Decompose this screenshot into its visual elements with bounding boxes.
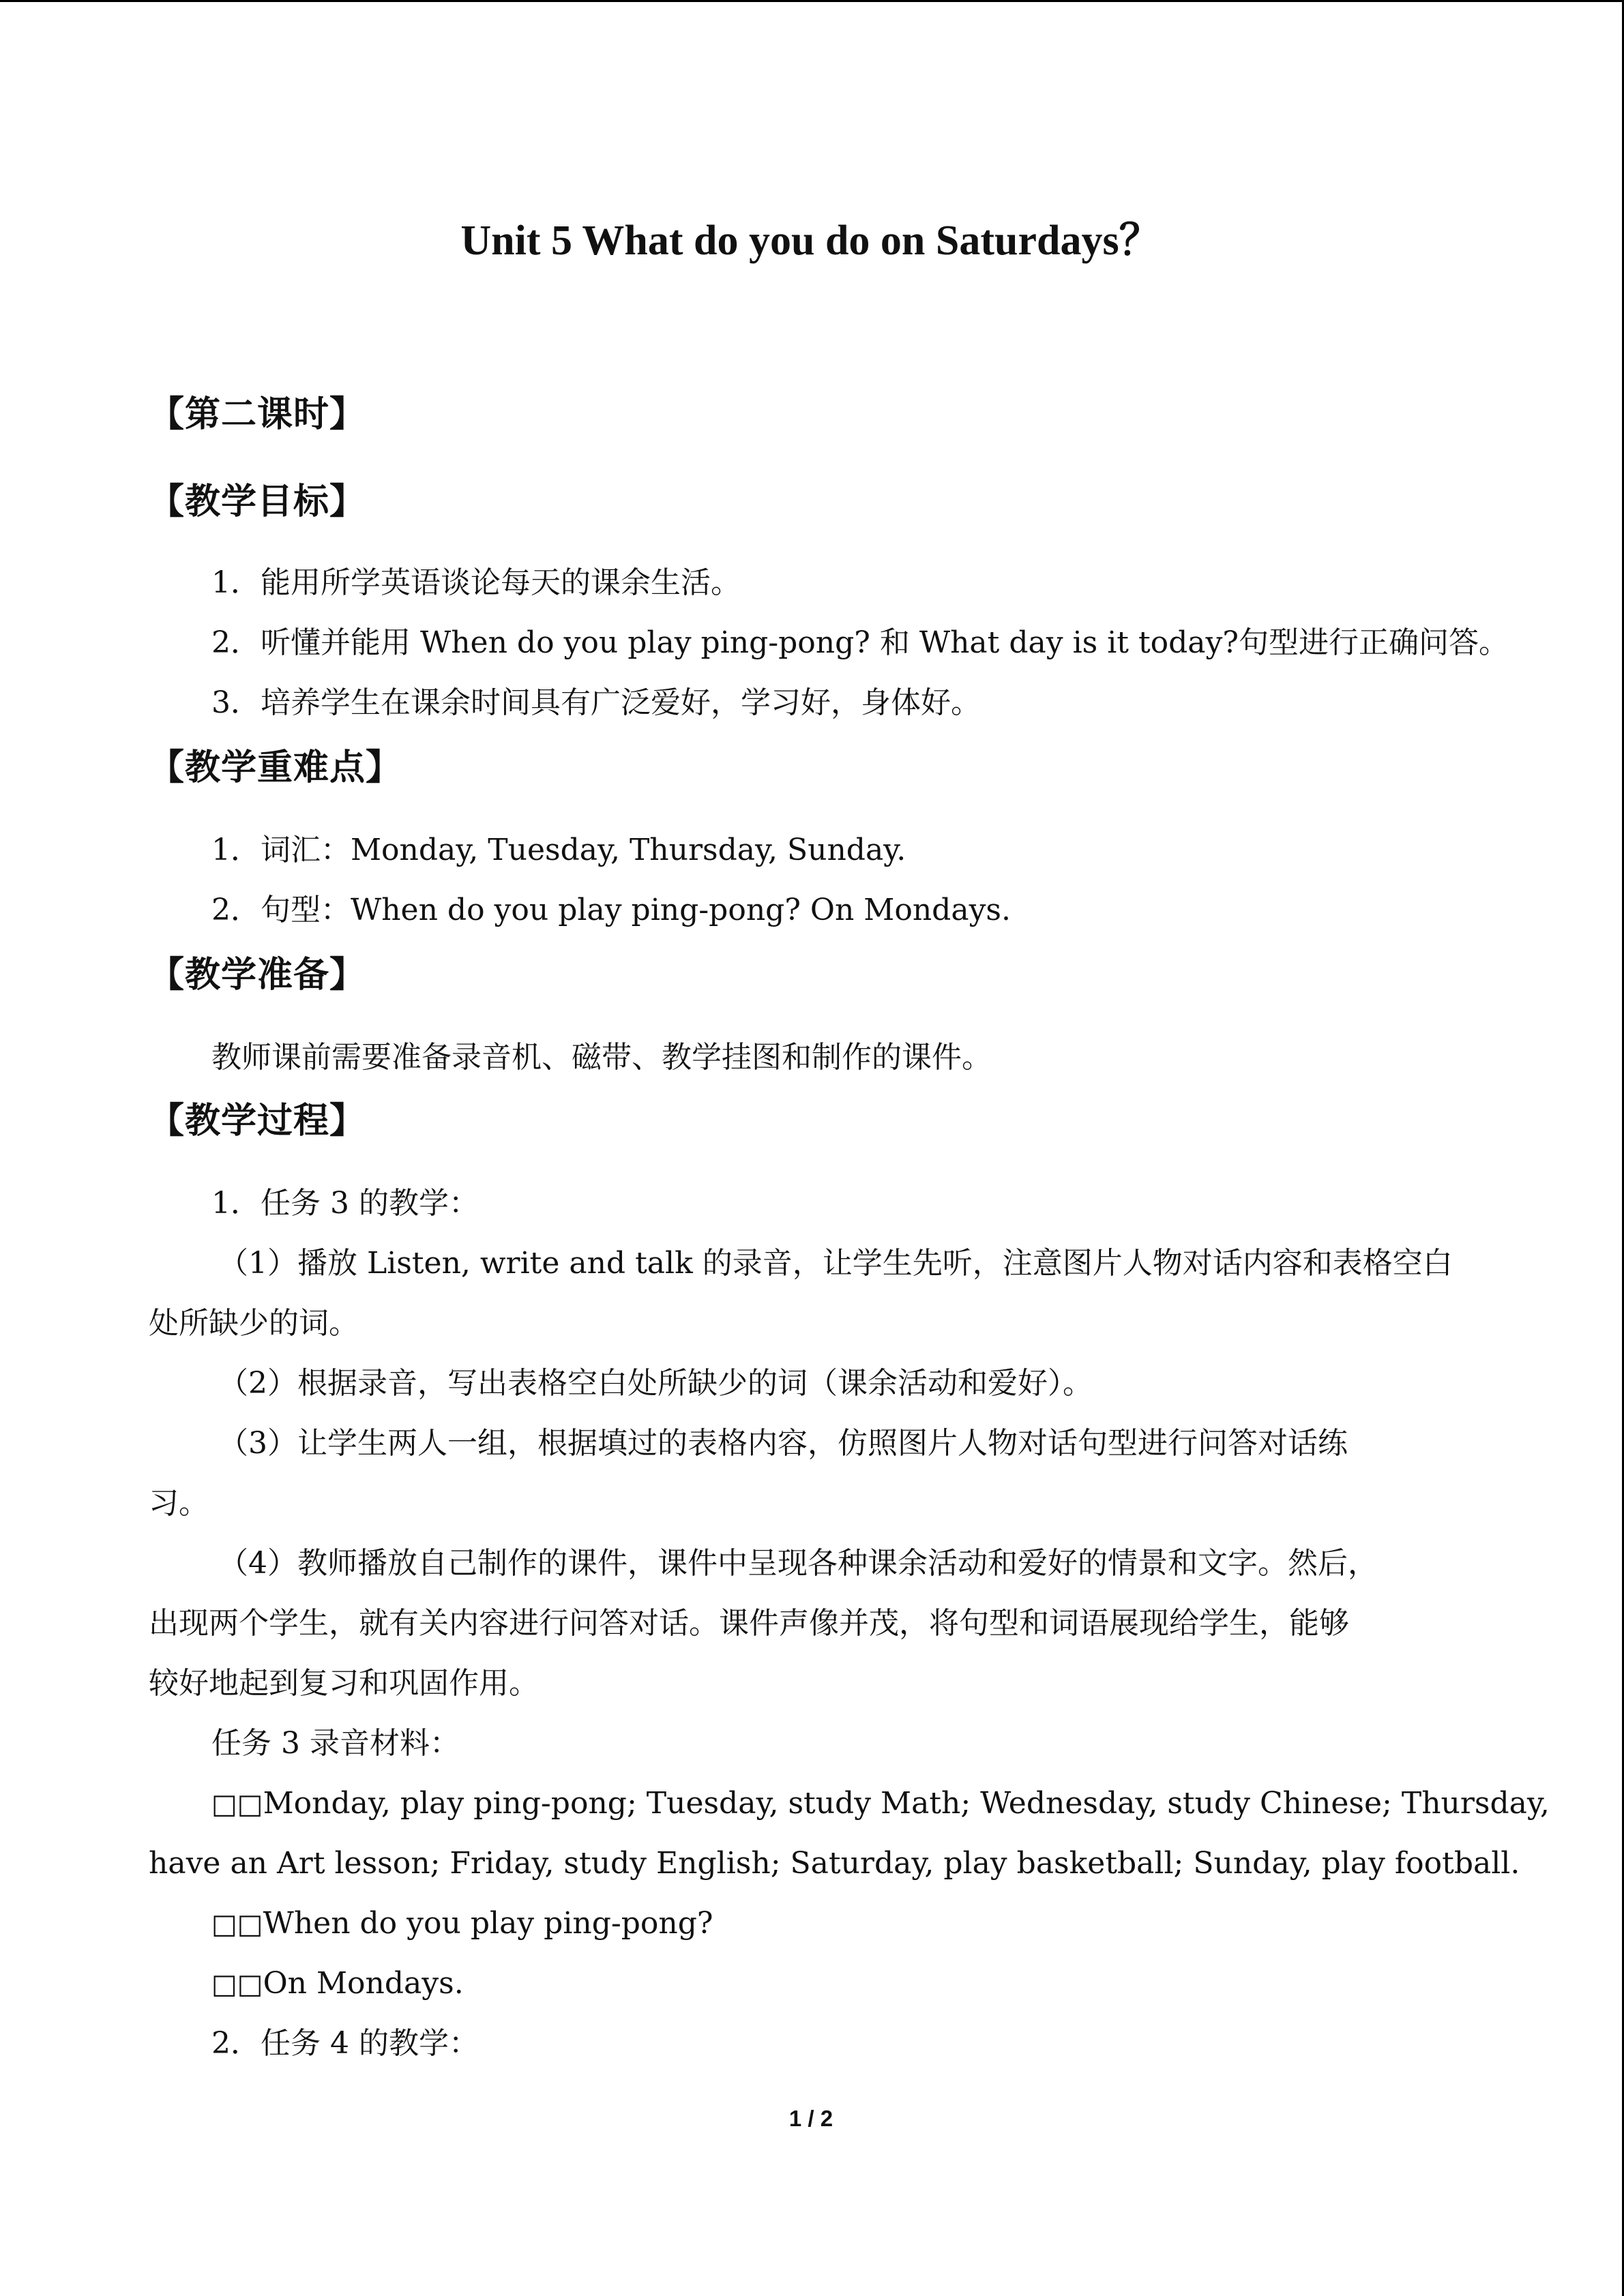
step3-line1: （3）让学生两人一组，根据填过的表格内容，仿照图片人物对话句型进行问答对话练 [218, 1426, 1348, 1461]
placeholder-box-icon: □□ [211, 1789, 263, 1820]
step4-line2: 出现两个学生，就有关内容进行问答对话。课件声像并茂，将句型和词语展现给学生，能够 [149, 1606, 1349, 1641]
placeholder-box-icon: □□ [211, 1909, 263, 1940]
heading-preparation: 【教学准备】 [149, 955, 366, 996]
step4-line3: 较好地起到复习和巩固作用。 [149, 1666, 539, 1701]
materials-line2: have an Art lesson; Friday, study English; Saturday, play basketball; Sunday, play football. [149, 1846, 1520, 1881]
objective-item-3: 3．培养学生在课余时间具有广泛爱好，学习好，身体好。 [211, 685, 981, 720]
key-point-item-1: 1．词汇：Monday, Tuesday, Thursday, Sunday. [211, 833, 906, 867]
objective-item-2: 2．听懂并能用 When do you play ping-pong? 和 What day is it today?句型进行正确问答。 [211, 625, 1509, 660]
placeholder-box-icon: □□ [211, 1969, 263, 2000]
step4-line1: （4）教师播放自己制作的课件，课件中呈现各种课余活动和爱好的情景和文字。然后， [218, 1546, 1378, 1581]
heading-process: 【教学过程】 [149, 1101, 366, 1142]
heading-period: 【第二课时】 [149, 394, 366, 435]
key-point-item-2: 2．句型：When do you play ping-pong? On Mondays. [211, 893, 1011, 927]
task3-title: 1．任务 3 的教学： [211, 1186, 479, 1221]
task4-title: 2．任务 4 的教学： [211, 2026, 479, 2061]
page-title: Unit 5 What do you do on Saturdays？ [460, 218, 1162, 264]
dialogue-answer-text: On Mondays. [263, 1966, 464, 2001]
heading-key-points: 【教学重难点】 [149, 747, 402, 788]
step1-line1: （1）播放 Listen, write and talk 的录音，让学生先听，注意图片人物对话内容和表格空白 [218, 1246, 1453, 1281]
materials-line1 [211, 1783, 1550, 1825]
heading-objectives: 【教学目标】 [149, 481, 366, 522]
step2-text: （2）根据录音，写出表格空白处所缺少的词（课余活动和爱好）。 [218, 1366, 1093, 1401]
dialogue-question-text: When do you play ping-pong? [263, 1906, 713, 1941]
dialogue-question [211, 1903, 713, 1945]
step1-line2: 处所缺少的词。 [149, 1306, 359, 1341]
step3-line2: 习。 [149, 1486, 209, 1521]
materials-title: 任务 3 录音材料： [211, 1726, 460, 1761]
objective-item-1: 1．能用所学英语谈论每天的课余生活。 [211, 565, 741, 600]
preparation-text: 教师课前需要准备录音机、磁带、教学挂图和制作的课件。 [211, 1040, 992, 1075]
page-number: 1 / 2 [788, 2106, 833, 2131]
dialogue-answer [211, 1963, 464, 2005]
materials-line1-text: Monday, play ping-pong; Tuesday, study Math; Wednesday, study Chinese; Thursday, [263, 1786, 1550, 1821]
